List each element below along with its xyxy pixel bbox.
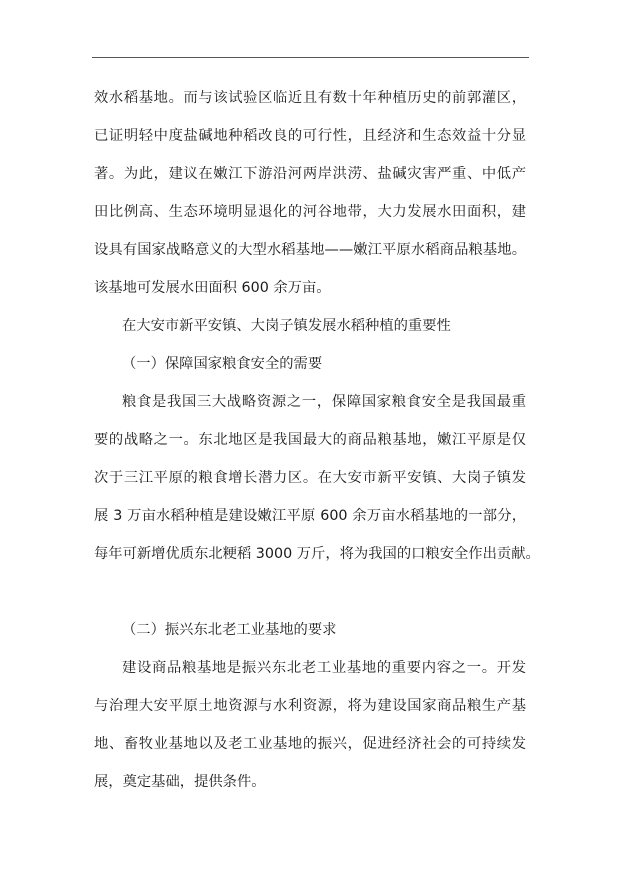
- text-line-4: 田比例高、生态环境明显退化的河谷地带，大力发展水田面积，建: [94, 204, 526, 220]
- text-line-15: 建设商品粮基地是振兴东北老工业基地的重要内容之一。开发: [122, 660, 526, 676]
- text-line-11: 次于三江平原的粮食增长潜力区。在大安市新平安镇、大岗子镇发: [94, 470, 526, 486]
- text-line-1: 效水稻基地。而与该试验区临近且有数十年种植历史的前郭灌区，: [94, 90, 526, 106]
- text-line-17: 地、畜牧业基地以及老工业基地的振兴，促进经济社会的可持续发: [94, 736, 526, 752]
- text-line-10: 要的战略之一。东北地区是我国最大的商品粮基地，嫩江平原是仅: [94, 432, 526, 448]
- text-line-2: 已证明轻中度盐碱地种稻改良的可行性，且经济和生态效益十分显: [94, 128, 526, 144]
- header-rule: [92, 57, 529, 58]
- text-line-9: 粮食是我国三大战略资源之一，保障国家粮食安全是我国最重: [122, 394, 526, 410]
- text-line-3: 著。为此，建议在嫩江下游沿河两岸洪涝、盐碱灾害严重、中低产: [94, 166, 526, 182]
- text-line-6: 该基地可发展水田面积 600 余万亩。: [94, 280, 331, 296]
- text-line-16: 与治理大安平原土地资源与水利资源，将为建设国家商品粮生产基: [94, 698, 526, 714]
- subsection-heading-1: （一）保障国家粮食安全的需要: [122, 356, 323, 372]
- subsection-heading-2: （二）振兴东北老工业基地的要求: [122, 622, 337, 638]
- text-line-12: 展 3 万亩水稻种植是建设嫩江平原 600 余万亩水稻基地的一部分，: [94, 508, 526, 524]
- section-heading: 在大安市新平安镇、大岗子镇发展水稻种植的重要性: [122, 318, 451, 334]
- text-line-18: 展，奠定基础，提供条件。: [94, 774, 266, 790]
- text-line-5: 设具有国家战略意义的大型水稻基地——嫩江平原水稻商品粮基地。: [94, 242, 526, 258]
- text-line-13: 每年可新增优质东北粳稻 3000 万斤，将为我国的口粮安全作出贡献。: [94, 546, 540, 562]
